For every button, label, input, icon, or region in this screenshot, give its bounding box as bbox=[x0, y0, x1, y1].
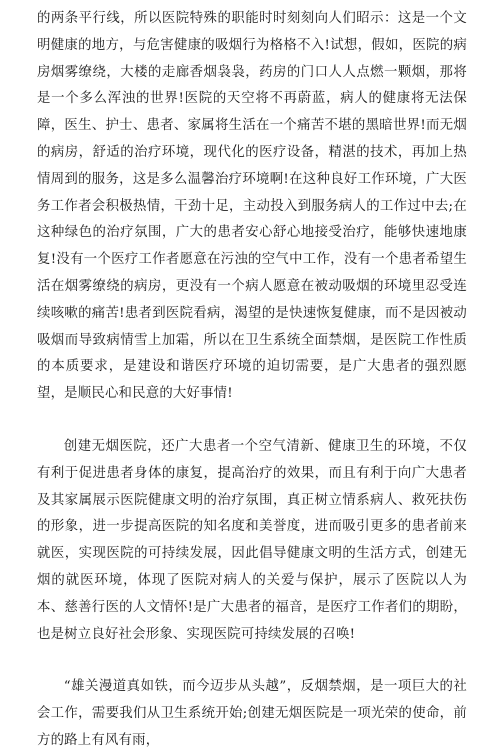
paragraph-smoke-free-hospital: 创建无烟医院，还广大患者一个空气清新、健康卫生的环境，不仅有利于促进患者身体的康复，提高治疗的效果，而且有利于向广大患者及其家属展示医院健康文明的治疗氛围，真正树立情系病人、救死扶伤的形象，进一步提高医院的知名度和美誉度，进而吸引更多的患者前来就医，实现医院的可持续发展，因此倡导健康文明的生活方式，创建无烟的就医环境，体现了医院对病人的关爱与保护，展示了医院以人为本、慈善行医的人文情怀!是广大患者的福音，是医疗工作者们的期盼，也是树立良好社会形象、实现医院可持续发展的召唤! bbox=[37, 438, 467, 642]
paragraph-quote-opening: “雄关漫道真如铁，而今迈步从头越”，反烟禁烟，是一项巨大的社会工作，需要我们从卫生系统开始;创建无烟医院是一项光荣的使命，前方的路上有风有雨， bbox=[37, 679, 467, 748]
paragraph-continuation: 的两条平行线，所以医院特殊的职能时时刻刻向人们昭示：这是一个文明健康的地方，与危害健康的吸烟行为格格不入!试想，假如，医院的病房烟雾缭绕，大楼的走廊香烟袅袅，药房的门口人人点燃一颗烟，那将是一个多么浑浊的世界!医院的天空将不再蔚蓝，病人的健康将无法保障，医生、护士、患者、家属将生活在一个痛苦不堪的黑暗世界!而无烟的病房，舒适的治疗环境，现代化的医疗设备，精湛的技术，再加上热情周到的服务，这是多么温馨治疗环境啊!在这种良好工作环境，广大医务工作者会积极热情，干劲十足，主动投入到服务病人的工作过中去;在这种绿色的治疗氛围，广大的患者安心舒心地接受治疗，能够快速地康复!没有一个医疗工作者愿意在污浊的空气中工作，没有一个患者希望生活在烟雾缭绕的病房，更没有一个病人愿意在被动吸烟的环境里忍受连续咳嗽的痛苦!患者到医院看病，渴望的是快速恢复健康，而不是因被动吸烟而导致病情雪上加霜，所以在卫生系统全面禁烟，是医院工作性质的本质要求，是建设和谐医疗环境的迫切需要，是广大患者的强烈愿望，是顺民心和民意的大好事情! bbox=[37, 11, 467, 402]
